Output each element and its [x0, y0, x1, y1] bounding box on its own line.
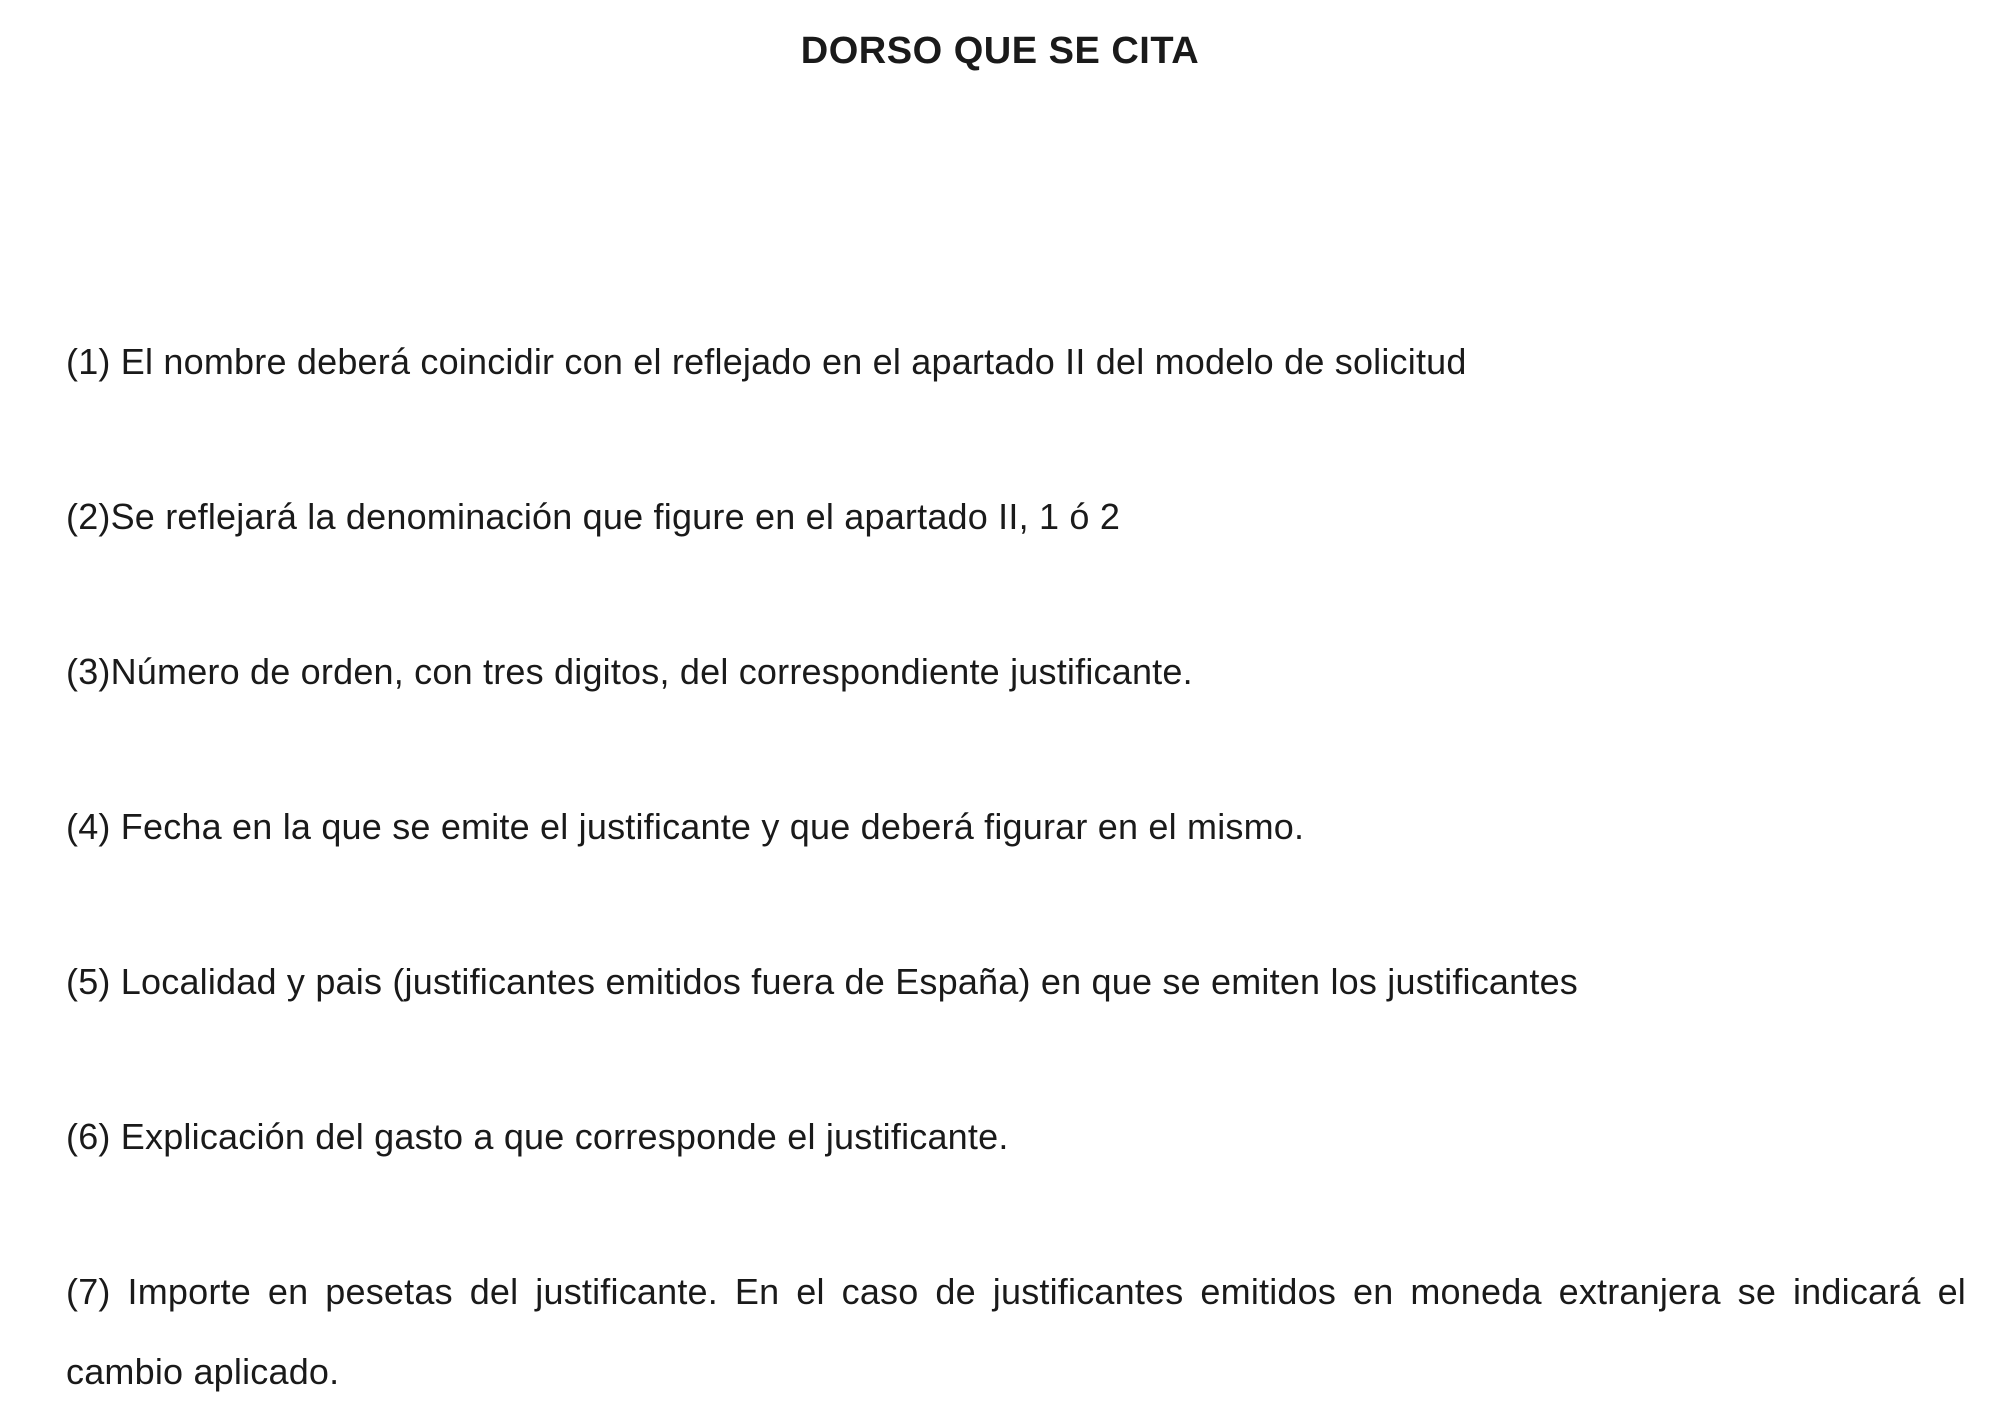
footnote-5: (5) Localidad y pais (justificantes emitidos fuera de España) en que se emiten los justificantes [66, 961, 1578, 1002]
footnote-7: (7) Importe en pesetas del justificante. En el caso de justificantes emitidos en moneda extranjera se indicará el cambio aplicado. [66, 1271, 1966, 1392]
footnote-6: (6) Explicación del gasto a que corresponde el justificante. [66, 1116, 1009, 1157]
footnote-3: (3)Número de orden, con tres digitos, del correspondiente justificante. [66, 651, 1193, 692]
footnote-4: (4) Fecha en la que se emite el justificante y que deberá figurar en el mismo. [66, 806, 1305, 847]
page-title: DORSO QUE SE CITA [800, 30, 1200, 72]
footnote-2: (2)Se reflejará la denominación que figure en el apartado II, 1 ó 2 [66, 496, 1121, 537]
footnote-1: (1) El nombre deberá coincidir con el reflejado en el apartado II del modelo de solicitud [66, 341, 1467, 382]
